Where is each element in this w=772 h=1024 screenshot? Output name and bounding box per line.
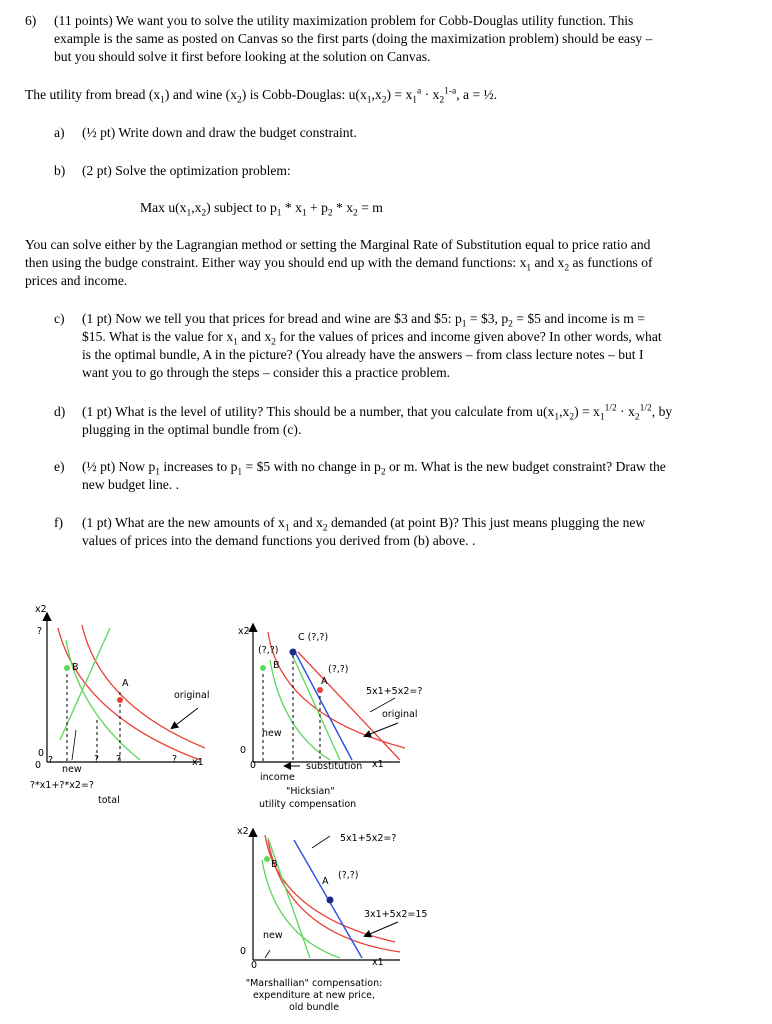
- e-line-1: (½ pt) Now $p_1$ increases to $p_1$ = $5 with no change in $p_2$ or m. What is the new budget constraint? Draw the: [82, 459, 666, 478]
- g1-q0: ?: [48, 755, 54, 766]
- g2-a-coords: (?,?): [328, 664, 349, 675]
- g3-point-a: [327, 897, 334, 904]
- g3-cap2: expenditure at new price,: [252, 990, 376, 1001]
- sub: 2: [327, 208, 333, 219]
- g2-ylabel: x2: [238, 626, 250, 637]
- g2-new: new: [262, 728, 282, 739]
- g3-red-curve-1: [265, 835, 395, 942]
- utility-text: ) = x: [386, 87, 413, 102]
- part-a-text: (½ pt) Write down and draw the budget constraint.: [82, 125, 357, 140]
- c-line-3: is the optimal bundle, A in the picture? (You already have the answers – from class lecture notes – but I: [82, 347, 644, 362]
- g3-label-a: A: [322, 876, 329, 887]
- g2-xlabel: x1: [372, 759, 384, 770]
- g3-new-tick: [265, 950, 270, 958]
- e-line-2: new budget line. .: [82, 477, 180, 492]
- utility-text: The utility from bread (x: [25, 87, 161, 102]
- g1-budget-eq: ?*x1+?*x2=?: [30, 780, 94, 791]
- part-a-label: a): [54, 125, 65, 140]
- intro-line-3: but you should solve it first before looking at the solution on Canvas.: [54, 49, 431, 64]
- c-line-2: $15. What is the value for $x_1$ and $x_2$ for the values of prices and income given above? In other words, what: [82, 329, 662, 348]
- g1-ylabel: x2: [35, 604, 47, 615]
- d-line-1: (1 pt) What is the level of utility? This should be a number, that you calculate from $u(x_1,x_2) = x_1^{1/2} \cdot x_2^{1/2}$, by: [82, 403, 673, 423]
- g2-label-a: A: [321, 676, 328, 687]
- part-d-label: d): [54, 404, 66, 419]
- g3-zero-y: 0: [240, 946, 247, 957]
- g3-cap1: "Marshallian" compensation:: [245, 978, 383, 989]
- d-line-2: plugging in the optimal bundle from (c).: [82, 422, 302, 437]
- part-f-label: f): [54, 515, 64, 530]
- sub: 2: [201, 208, 207, 219]
- g3-zero-x: 0: [251, 960, 258, 971]
- g1-zero-x: 0: [35, 760, 42, 771]
- sub: 1: [366, 95, 372, 106]
- g2-hicksian: "Hicksian": [286, 786, 335, 797]
- max-text: Max u(x: [140, 200, 187, 215]
- part-b-text: (2 pt) Solve the optimization problem:: [82, 163, 291, 178]
- g1-label-a: A: [122, 678, 129, 689]
- g1-new: new: [62, 764, 82, 775]
- sub: 2: [353, 208, 358, 219]
- utility-text: , a = ½.: [456, 87, 498, 102]
- g3-green-curve: [262, 860, 340, 958]
- g1-xlabel: x1: [192, 757, 204, 768]
- g2-zero-x: 0: [250, 760, 257, 771]
- g1-label-b: B: [72, 662, 79, 673]
- g3-eq2: 3x1+5x2=15: [364, 909, 428, 920]
- sub: 2: [237, 95, 242, 106]
- g3-label-b: B: [271, 859, 278, 870]
- g3-eq2-arrow: [365, 922, 398, 936]
- g2-substitution: substitution: [306, 761, 363, 772]
- max-text: ,x: [191, 200, 202, 215]
- g1-q1: ?: [94, 754, 100, 765]
- para-line-2: then using the budge constraint. Either way you should end up with the demand functions: $x_1$ and $x_2$ as functions of: [25, 255, 653, 274]
- c-line-1: (1 pt) Now we tell you that prices for bread and wine are $3 and $5: $p_1$ = $3, $p_2$ = $5 and income is m =: [82, 311, 645, 330]
- part-c-label: c): [54, 311, 65, 326]
- utility-text: ) is Cobb-Douglas: u(x: [241, 87, 367, 102]
- g3-new: new: [263, 930, 283, 941]
- utility-text: · x: [421, 87, 440, 102]
- max-text: ) subject to p: [206, 200, 277, 215]
- sub: 1: [186, 208, 192, 219]
- g3-cap3: old bundle: [288, 1002, 340, 1013]
- sub: 1: [276, 208, 282, 219]
- g3-a-coords: (?,?): [338, 870, 359, 881]
- utility-text: ) and wine (x: [164, 87, 238, 102]
- para-line-3: prices and income.: [25, 273, 128, 288]
- max-text: = m: [357, 200, 383, 215]
- g2-label-c: C (?,?): [298, 632, 329, 643]
- intro-line-2: example is the same as posted on Canvas so the first parts (doing the maximization problem) should be easy –: [54, 31, 653, 46]
- g3-xlabel: x1: [372, 957, 384, 968]
- g1-q2: ?: [116, 754, 122, 765]
- sub: 1: [160, 95, 165, 106]
- sub: 1: [412, 95, 417, 106]
- g3-caption: [234, 978, 394, 1014]
- f-line-1: (1 pt) What are the new amounts of $x_1$ and $x_2$ demanded (at point B)? This just means plugging the new: [82, 515, 646, 534]
- sub: 2: [381, 95, 387, 106]
- g1-zero-y: 0: [38, 748, 45, 759]
- g3-point-b: [264, 856, 270, 862]
- g3-ylabel: x2: [237, 826, 249, 837]
- g1-original: original: [174, 690, 210, 701]
- intro-line-1: (11 points) We want you to solve the utility maximization problem for Cobb-Douglas utility function. This: [54, 13, 634, 28]
- sup: 1-a: [444, 86, 457, 97]
- part-e-label: e): [54, 459, 65, 474]
- question-number: 6): [25, 13, 37, 28]
- g2-utility-compensation: utility compensation: [259, 799, 357, 810]
- g3-eq-pointer: [312, 836, 330, 848]
- max-text: * x: [332, 200, 354, 215]
- g1-total: total: [98, 795, 120, 806]
- part-b-label: b): [54, 163, 66, 178]
- f-line-2: values of prices into the demand functions you derived from (b) above. .: [82, 533, 476, 548]
- utility-text: ,x: [371, 87, 382, 102]
- sup: a: [417, 86, 422, 97]
- g2-zero-y: 0: [240, 745, 247, 756]
- max-text: + p: [306, 200, 328, 215]
- g1-ytop: ?: [37, 626, 43, 637]
- para-line-1: You can solve either by the Lagrangian method or setting the Marginal Rate of Substitution equal to price ratio and: [25, 237, 651, 252]
- g2-income: income: [260, 772, 295, 783]
- max-text: * x: [281, 200, 302, 215]
- sub: 1: [301, 208, 307, 219]
- g2-b-coords: (?,?): [258, 645, 279, 656]
- c-line-4: want you to go through the steps – consider this a practice problem.: [82, 365, 451, 380]
- g1-q3: ?: [172, 754, 178, 765]
- sub: 2: [439, 95, 445, 106]
- g3-eq1: 5x1+5x2=?: [340, 833, 397, 844]
- g2-budget-eq: 5x1+5x2=?: [366, 686, 423, 697]
- g2-original: original: [382, 709, 418, 720]
- g2-label-b: B: [273, 660, 280, 671]
